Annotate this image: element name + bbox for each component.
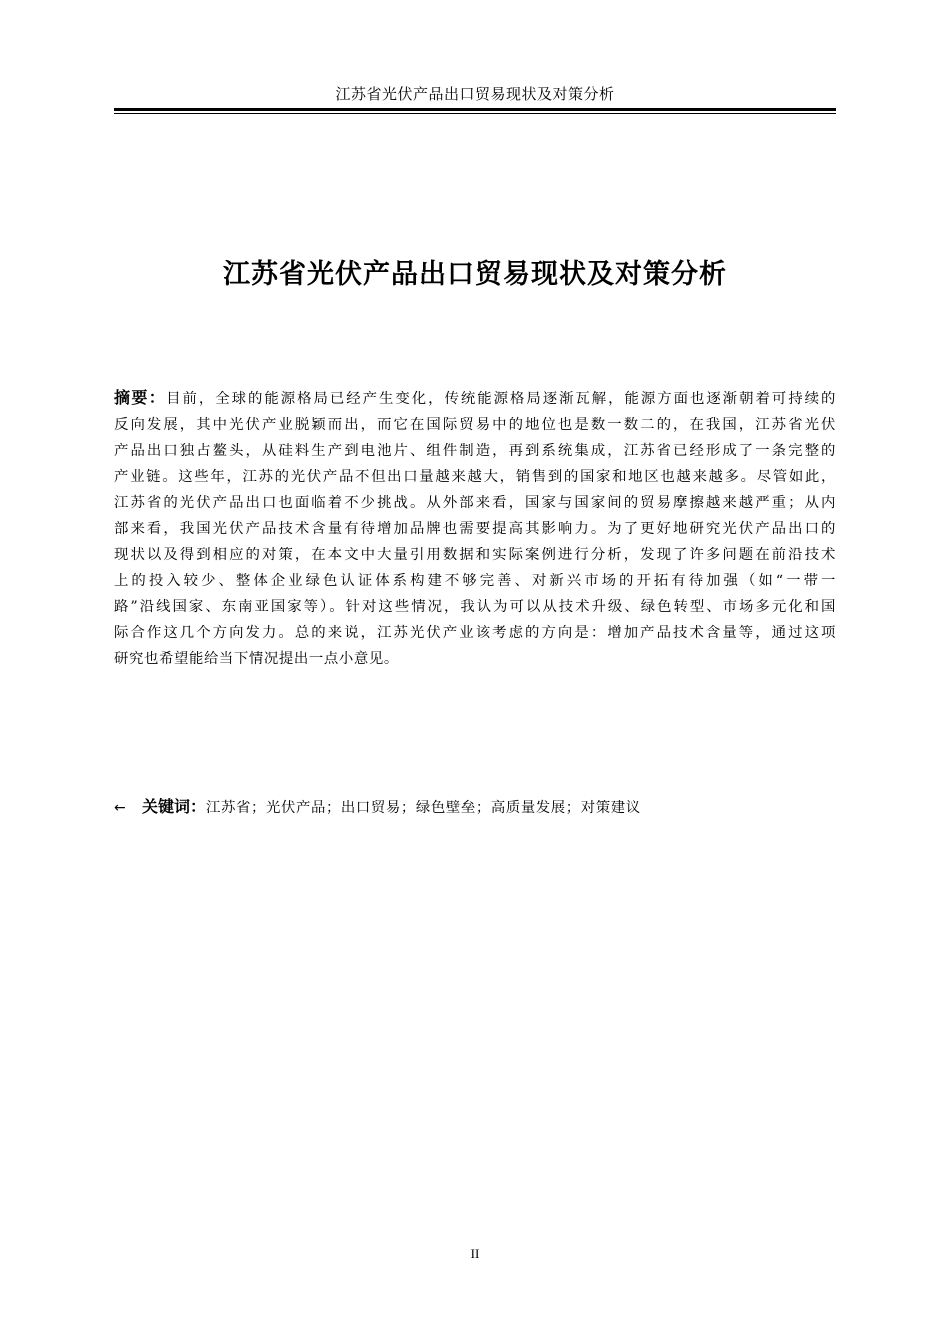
abstract-line: 产业链。这些年，江苏的光伏产品不但出口量越来越大，销售到的国家和地区也越来越多。尽管如此，	[114, 469, 836, 485]
page-number: II	[470, 1246, 480, 1261]
document-title: 江苏省光伏产品出口贸易现状及对策分析	[223, 259, 727, 290]
header-rule-thick	[114, 108, 836, 111]
keywords-line	[114, 794, 836, 821]
paragraph-arrow-icon: ←	[114, 800, 127, 816]
abstract-line: 研究也希望能给当下情况提出一点小意见。	[114, 651, 399, 667]
running-header: 江苏省光伏产品出口贸易现状及对策分析	[335, 85, 615, 103]
abstract-line: 际合作这几个方向发力。总的来说，江苏光伏产业该考虑的方向是：增加产品技术含量等，通过这项	[114, 625, 836, 641]
abstract-block	[114, 385, 836, 672]
header-rule-thin	[114, 113, 836, 114]
abstract-line: 反向发展，其中光伏产业脱颖而出，而它在国际贸易中的地位也是数一数二的，在我国，江苏省光伏	[114, 417, 836, 433]
abstract-line: 产品出口独占鳌头，从硅料生产到电池片、组件制造，再到系统集成，江苏省已经形成了一条完整的	[114, 443, 836, 459]
abstract-line: 路”沿线国家、东南亚国家等）。针对这些情况，我认为可以从技术升级、绿色转型、市场多元化和国	[114, 599, 836, 615]
abstract-label: 摘要：	[114, 388, 167, 407]
keywords-label: 关键词：	[142, 797, 207, 816]
abstract-text: 目前，全球的能源格局已经产生变化，传统能源格局逐渐瓦解，能源方面也逐渐朝着可持续的	[166, 391, 836, 407]
abstract-line: 现状以及得到相应的对策，在本文中大量引用数据和实际案例进行分析，发现了许多问题在前沿技术	[114, 547, 836, 563]
keywords-text: 江苏省；光伏产品；出口贸易；绿色壁垒；高质量发展；对策建议	[206, 800, 641, 816]
abstract-line: 江苏省的光伏产品出口也面临着不少挑战。从外部来看，国家与国家间的贸易摩擦越来越严重；从内	[114, 495, 836, 511]
abstract-line: 上的投入较少、整体企业绿色认证体系构建不够完善、对新兴市场的开拓有待加强（如“一带一	[114, 573, 836, 589]
abstract-line: 部来看，我国光伏产品技术含量有待增加品牌也需要提高其影响力。为了更好地研究光伏产品出口的	[114, 521, 836, 537]
abstract-line	[114, 385, 836, 412]
